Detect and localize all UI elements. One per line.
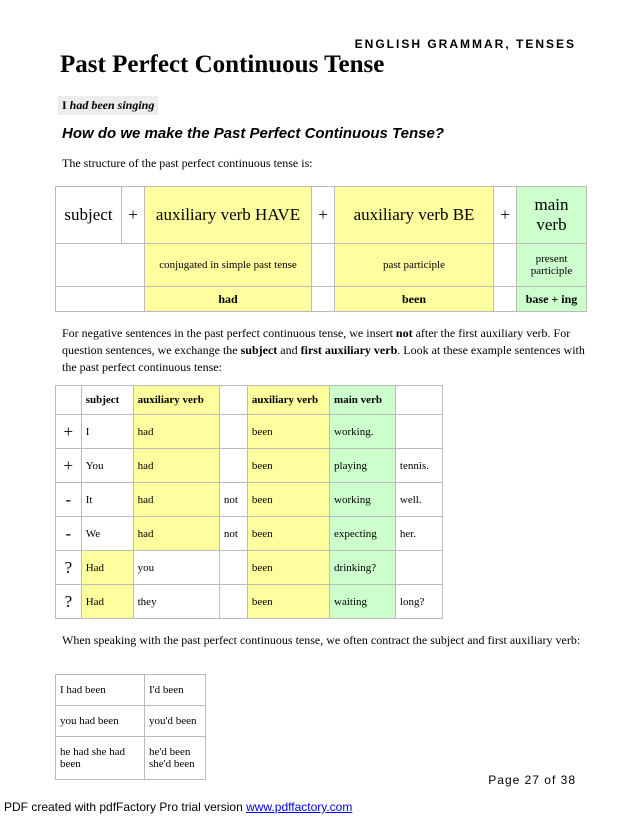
sentence-type-sign: ? xyxy=(56,551,82,585)
full-form-cell: you had been xyxy=(56,706,145,737)
example-sentence xyxy=(58,96,158,115)
sentence-type-sign: - xyxy=(56,517,82,551)
aux-be-form: been xyxy=(335,287,494,312)
examples-header-cell: auxiliary verb xyxy=(133,386,219,415)
para-text: For negative sentences in the past perfect continuous tense, we insert xyxy=(62,326,396,340)
table-cell: not xyxy=(219,517,247,551)
table-row xyxy=(56,415,443,449)
aux-have-description: conjugated in simple past tense xyxy=(145,244,312,287)
negative-question-paragraph xyxy=(62,325,587,376)
para-text: . Look at these example sentences with the past perfect continuous tense: xyxy=(62,343,585,374)
subject-cell: subject xyxy=(56,187,122,244)
para-text: and xyxy=(277,343,301,357)
table-cell: tennis. xyxy=(395,449,442,483)
table-row xyxy=(56,675,206,706)
table-row xyxy=(56,737,206,780)
contractions-table xyxy=(55,674,206,780)
main-verb-cell: main verb xyxy=(517,187,587,244)
table-row xyxy=(56,449,443,483)
full-form-cell: I had been xyxy=(56,675,145,706)
plus-sign: + xyxy=(312,187,335,244)
table-cell: had xyxy=(133,517,219,551)
table-cell: playing xyxy=(330,449,396,483)
table-cell: been xyxy=(247,551,329,585)
footer-text: PDF created with pdfFactory Pro trial version xyxy=(4,800,247,814)
table-cell: You xyxy=(81,449,133,483)
sentence-type-sign: ? xyxy=(56,585,82,619)
aux-have-cell: auxiliary verb HAVE xyxy=(145,187,312,244)
aux-be-cell: auxiliary verb BE xyxy=(335,187,494,244)
table-cell: I xyxy=(81,415,133,449)
table-cell: working xyxy=(330,483,396,517)
sentence-type-sign: + xyxy=(56,415,82,449)
example-verb-phrase: had been singing xyxy=(69,98,155,112)
para-text: after the first auxiliary verb. For question sentences, we exchange the xyxy=(62,326,571,357)
plus-sign: + xyxy=(122,187,145,244)
structure-table xyxy=(55,186,587,312)
examples-header-cell xyxy=(56,386,82,415)
table-row xyxy=(56,483,443,517)
table-cell xyxy=(395,415,442,449)
table-cell: long? xyxy=(395,585,442,619)
table-cell: waiting xyxy=(330,585,396,619)
table-row xyxy=(56,585,443,619)
main-verb-description: present participle xyxy=(517,244,587,287)
sentence-type-sign: - xyxy=(56,483,82,517)
example-pronoun: I xyxy=(62,98,67,112)
table-cell: they xyxy=(133,585,219,619)
table-cell: working. xyxy=(330,415,396,449)
table-cell: been xyxy=(247,517,329,551)
aux-have-form: had xyxy=(145,287,312,312)
section-heading: How do we make the Past Perfect Continuous Tense? xyxy=(62,125,445,142)
table-cell: been xyxy=(247,483,329,517)
sentence-type-sign: + xyxy=(56,449,82,483)
intro-text: The structure of the past perfect continuous tense is: xyxy=(62,156,313,170)
full-form-cell: he had she had been xyxy=(56,737,145,780)
contracted-form-cell: he'd been she'd been xyxy=(145,737,206,780)
table-cell xyxy=(219,551,247,585)
empty-cell xyxy=(494,287,517,312)
para-emphasis: subject xyxy=(240,343,278,357)
table-cell: well. xyxy=(395,483,442,517)
examples-table xyxy=(55,385,443,619)
table-cell xyxy=(219,449,247,483)
examples-header-cell xyxy=(395,386,442,415)
empty-cell xyxy=(56,244,145,287)
contraction-paragraph: When speaking with the past perfect continuous tense, we often contract the subject and first auxiliary verb: xyxy=(62,633,581,647)
table-cell xyxy=(219,585,247,619)
table-row xyxy=(56,706,206,737)
empty-cell xyxy=(312,287,335,312)
table-cell: had xyxy=(133,415,219,449)
examples-header-cell: main verb xyxy=(330,386,396,415)
table-cell: had xyxy=(133,449,219,483)
table-cell xyxy=(395,551,442,585)
table-cell: It xyxy=(81,483,133,517)
table-cell: been xyxy=(247,449,329,483)
table-cell: not xyxy=(219,483,247,517)
examples-header-cell xyxy=(219,386,247,415)
page-number: Page 27 of 38 xyxy=(488,773,576,787)
main-verb-form: base + ing xyxy=(517,287,587,312)
table-cell: Had xyxy=(81,551,133,585)
examples-header-cell: subject xyxy=(81,386,133,415)
table-cell xyxy=(219,415,247,449)
pdf-footer xyxy=(4,800,352,814)
aux-be-description: past participle xyxy=(335,244,494,287)
empty-cell xyxy=(312,244,335,287)
empty-cell xyxy=(494,244,517,287)
table-cell: been xyxy=(247,415,329,449)
contracted-form-cell: I'd been xyxy=(145,675,206,706)
running-header: ENGLISH GRAMMAR, TENSES xyxy=(354,37,576,51)
table-cell: you xyxy=(133,551,219,585)
para-emphasis: not xyxy=(395,326,413,340)
para-emphasis: first auxiliary verb xyxy=(300,343,398,357)
table-row xyxy=(56,551,443,585)
footer-link[interactable]: www.pdffactory.com xyxy=(246,800,353,814)
plus-sign: + xyxy=(494,187,517,244)
table-cell: Had xyxy=(81,585,133,619)
table-cell: expecting xyxy=(330,517,396,551)
contracted-form-cell: you'd been xyxy=(145,706,206,737)
table-cell: We xyxy=(81,517,133,551)
table-cell: had xyxy=(133,483,219,517)
table-cell: her. xyxy=(395,517,442,551)
table-row xyxy=(56,517,443,551)
table-cell: drinking? xyxy=(330,551,396,585)
page-title: Past Perfect Continuous Tense xyxy=(60,51,385,78)
examples-header-cell: auxiliary verb xyxy=(247,386,329,415)
empty-cell xyxy=(56,287,145,312)
table-cell: been xyxy=(247,585,329,619)
